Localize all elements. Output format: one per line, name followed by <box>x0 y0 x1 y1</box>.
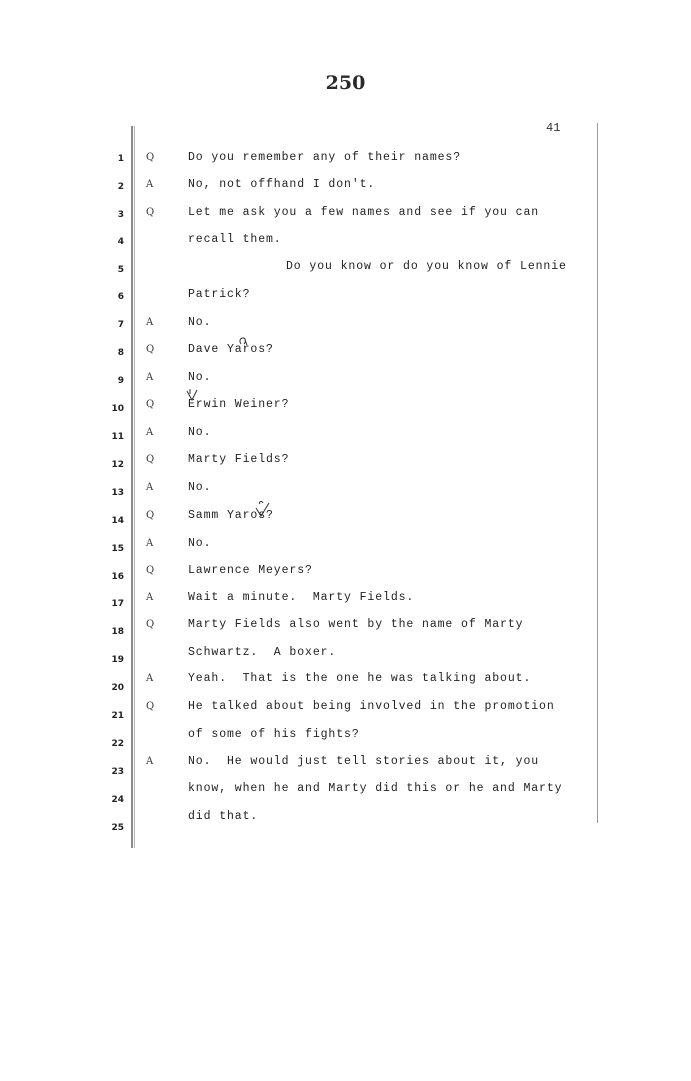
testimony-line: No. He would just tell stories about it, you <box>188 755 540 768</box>
speaker-label: Q <box>146 399 155 410</box>
testimony-line: recall them. <box>188 233 282 246</box>
line-number: 25 <box>111 823 124 833</box>
line-number: 23 <box>111 767 124 777</box>
line-number: 3 <box>117 210 124 220</box>
speaker-label: Q <box>146 565 155 576</box>
handwritten-correction-mark-erwin <box>184 388 200 404</box>
speaker-label: Q <box>146 701 155 712</box>
testimony-line: did that. <box>188 810 259 823</box>
speaker-label: Q <box>146 207 155 218</box>
line-number: 10 <box>111 404 124 414</box>
testimony-line: know, when he and Marty did this or he and Marty <box>188 782 563 795</box>
testimony-line: No. <box>188 316 212 329</box>
testimony-line: Erwin Weiner? <box>188 398 290 411</box>
testimony-line: Patrick? <box>188 288 251 301</box>
testimony-line: Samm Yaros? <box>188 509 274 522</box>
testimony-line: Marty Fields also went by the name of Marty <box>188 618 524 631</box>
line-number: 13 <box>111 488 124 498</box>
speaker-label: A <box>146 317 154 328</box>
right-margin-rule <box>597 123 598 823</box>
line-number: 4 <box>117 237 124 247</box>
handwritten-correction-mark-samm <box>252 500 274 518</box>
line-number: 9 <box>117 376 124 386</box>
line-number: 16 <box>111 572 124 582</box>
line-number: 14 <box>111 516 124 526</box>
speaker-label: Q <box>146 344 155 355</box>
testimony-line: No. <box>188 481 212 494</box>
line-number: 24 <box>111 795 124 805</box>
speaker-label: A <box>146 756 154 767</box>
speaker-label: A <box>146 179 154 190</box>
line-number: 22 <box>111 739 124 749</box>
line-number: 2 <box>117 182 124 192</box>
speaker-label: A <box>146 372 154 383</box>
line-number: 12 <box>111 460 124 470</box>
testimony-line: Lawrence Meyers? <box>188 564 313 577</box>
speaker-label: A <box>146 592 154 603</box>
testimony-line: No. <box>188 426 212 439</box>
line-number: 6 <box>117 292 124 302</box>
left-margin-rule-inner <box>134 126 135 848</box>
testimony-line: Yeah. That is the one he was talking about. <box>188 672 532 685</box>
line-number: 18 <box>111 627 124 637</box>
testimony-line: of some of his fights? <box>188 728 360 741</box>
testimony-line: Let me ask you a few names and see if you can <box>188 206 540 219</box>
speaker-label: Q <box>146 510 155 521</box>
testimony-line: He talked about being involved in the promotion <box>188 700 555 713</box>
speaker-label: A <box>146 427 154 438</box>
line-number: 19 <box>111 655 124 665</box>
line-number: 8 <box>117 348 124 358</box>
line-number: 15 <box>111 544 124 554</box>
testimony-line: No. <box>188 537 212 550</box>
line-number: 1 <box>117 154 124 164</box>
speaker-label: A <box>146 482 154 493</box>
testimony-line: Do you know or do you know of Lennie <box>286 260 567 273</box>
testimony-line: Wait a minute. Marty Fields. <box>188 591 415 604</box>
transcript-page-number: 41 <box>546 121 561 135</box>
testimony-line: Marty Fields? <box>188 453 290 466</box>
testimony-line: Do you remember any of their names? <box>188 151 462 164</box>
line-number: 21 <box>111 711 124 721</box>
line-number: 7 <box>117 320 124 330</box>
left-margin-rule <box>131 126 133 848</box>
testimony-line: No. <box>188 371 212 384</box>
testimony-line: No, not offhand I don't. <box>188 178 376 191</box>
testimony-line: Dave Yaros? <box>188 343 274 356</box>
speaker-label: A <box>146 538 154 549</box>
speaker-label: Q <box>146 454 155 465</box>
testimony-line: Schwartz. A boxer. <box>188 646 337 659</box>
line-number: 17 <box>111 599 124 609</box>
speaker-label: Q <box>146 619 155 630</box>
speaker-label: Q <box>146 152 155 163</box>
handwritten-correction-mark-yaros <box>236 334 252 348</box>
line-number: 11 <box>111 432 124 442</box>
bates-stamp-number: 250 <box>325 72 366 94</box>
line-number: 5 <box>117 265 124 275</box>
speaker-label: A <box>146 673 154 684</box>
line-number: 20 <box>111 683 124 693</box>
